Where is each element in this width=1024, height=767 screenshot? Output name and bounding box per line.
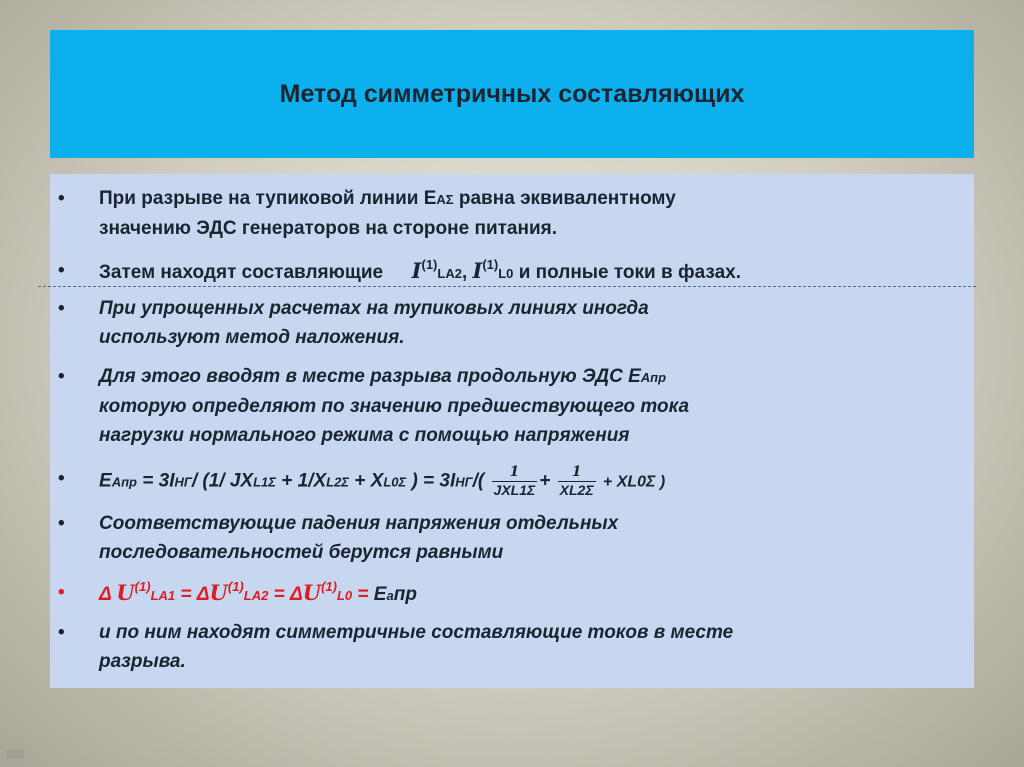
text-span: ,	[461, 262, 468, 283]
bullet-marker: •	[58, 468, 65, 489]
superscript: (1)	[134, 579, 151, 594]
bullet-text	[99, 184, 959, 243]
text-span: используют метод наложения.	[99, 327, 405, 348]
text-span: При разрыве на тупиковой линии E	[99, 188, 437, 209]
text-span: +	[539, 470, 551, 492]
superscript: (1)	[421, 257, 438, 272]
bullet-text	[99, 256, 959, 288]
subscript: НГ	[174, 474, 192, 490]
fraction-numerator: 1	[492, 464, 538, 482]
dashed-divider	[38, 286, 976, 287]
math-symbol: I	[411, 258, 422, 283]
superscript: (1)	[227, 579, 244, 594]
subscript: LA2	[437, 266, 462, 281]
formula-line	[99, 464, 959, 499]
text-span: и полные токи в фазах.	[518, 262, 741, 283]
text-span: E	[373, 584, 387, 605]
text-span: равна эквивалентному	[453, 188, 676, 209]
subscript: AΣ	[436, 192, 454, 207]
text-span: = 3I	[136, 470, 175, 492]
subscript: L1Σ	[253, 474, 276, 490]
text-span: = Δ	[268, 584, 303, 605]
bullet-text	[99, 294, 959, 352]
text-span: Для этого вводят в месте разрыва продольную ЭДС E	[99, 366, 641, 387]
bullet-text	[99, 509, 959, 567]
text-span: последовательностей берутся равными	[99, 542, 504, 563]
text-span: /(	[472, 470, 485, 492]
text-span: которую определяют по значению предшествующего тока	[99, 396, 690, 417]
fraction-1	[492, 464, 538, 499]
bullet-text	[99, 362, 959, 450]
fraction-numerator: 1	[558, 464, 596, 482]
subscript: LA2	[243, 588, 269, 603]
formula-line	[99, 578, 959, 610]
text-span: Затем находят составляющие	[99, 262, 384, 283]
superscript: (1)	[321, 579, 337, 594]
subscript: LA1	[150, 588, 176, 603]
bullet-text	[99, 618, 959, 676]
subscript: НГ	[455, 474, 473, 490]
fraction-denominator: JXL1Σ	[493, 482, 536, 498]
text-span: пр	[393, 584, 417, 605]
text-span: + 1/X	[275, 470, 327, 492]
slide-nav-icon	[6, 749, 24, 759]
bullet-marker: •	[58, 513, 65, 534]
content-panel	[50, 174, 974, 688]
subscript: L2Σ	[326, 474, 349, 490]
text-span: = Δ	[175, 584, 210, 605]
superscript: (1)	[482, 257, 499, 272]
text-span: Δ	[99, 584, 117, 605]
subscript: L0	[498, 266, 514, 281]
fraction-denominator: XL2Σ	[559, 482, 594, 498]
slide-title: Метод симметричных составляющих	[279, 79, 745, 108]
math-symbol: U	[116, 580, 135, 605]
bullet-marker: •	[58, 366, 65, 387]
text-span: E	[99, 470, 112, 492]
text-span: При упрощенных расчетах на тупиковых линиях иногда	[99, 298, 649, 319]
text-span: ) = 3I	[406, 470, 456, 492]
subscript: Aпр	[640, 370, 667, 385]
bullet-marker: •	[58, 582, 65, 603]
subscript: L0	[336, 588, 353, 603]
text-span: и по ним находят симметричные составляющие токов в месте	[99, 622, 734, 643]
title-banner	[50, 30, 974, 158]
math-symbol: U	[209, 580, 228, 605]
bullet-marker: •	[58, 260, 65, 281]
fraction-2	[558, 464, 596, 499]
math-symbol: I	[472, 258, 483, 283]
subscript: Aпр	[111, 474, 137, 490]
bullet-marker: •	[58, 188, 65, 209]
text-span: =	[352, 584, 374, 605]
text-span: Соответствующие падения напряжения отдельных	[99, 513, 619, 534]
subscript: L0Σ	[383, 474, 407, 490]
text-span: + X	[348, 470, 384, 492]
text-span: значению ЭДС генераторов на стороне питания.	[99, 218, 558, 239]
bullet-marker: •	[58, 622, 65, 643]
text-span: / (1/ JX	[191, 470, 254, 492]
text-span: нагрузки нормального режима с помощью напряжения	[99, 425, 630, 446]
subscript: a	[386, 588, 394, 603]
text-span: разрыва.	[99, 651, 186, 672]
math-symbol: U	[302, 580, 322, 605]
bullet-marker: •	[58, 298, 65, 319]
text-span: + XL0Σ )	[602, 473, 666, 491]
